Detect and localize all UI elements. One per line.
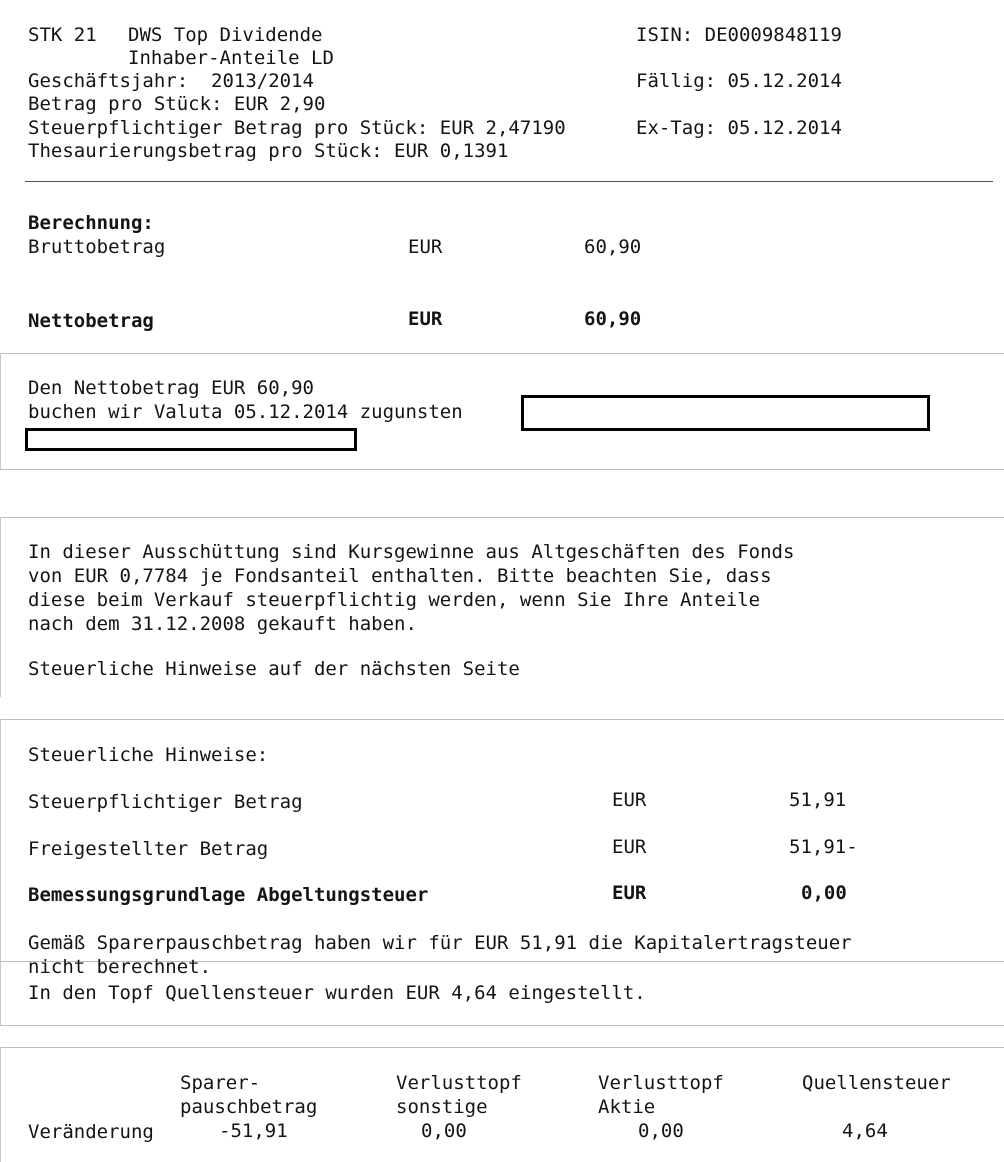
row-label: Veränderung <box>28 1121 154 1143</box>
divider <box>0 719 1004 720</box>
notice-line3: diese beim Verkauf steuerpflichtig werden, wenn Sie Ihre Anteile <box>28 589 761 611</box>
tax-row-value: 51,91 <box>789 789 847 811</box>
tax-row-currency: EUR <box>612 836 647 858</box>
net-currency: EUR <box>408 308 443 330</box>
tax-row-label: Freigestellter Betrag <box>28 838 269 860</box>
table-cell: 0,00 <box>421 1120 467 1142</box>
table-cell: 0,00 <box>638 1120 684 1142</box>
tax-row-currency: EUR <box>612 789 647 811</box>
tax-heading: Steuerliche Hinweise: <box>28 744 269 766</box>
booking-line2: buchen wir Valuta 05.12.2014 zugunsten <box>28 401 463 423</box>
tax-row-value: 0,00 <box>801 882 847 904</box>
divider <box>0 1025 1004 1026</box>
divider <box>0 353 1004 354</box>
notice-line5: Steuerliche Hinweise auf der nächsten Seite <box>28 658 520 680</box>
gross-label: Bruttobetrag <box>28 236 166 258</box>
column-header: sonstige <box>396 1096 488 1118</box>
net-value: 60,90 <box>584 308 642 330</box>
tax-note-line1: Gemäß Sparerpauschbetrag haben wir für EUR 51,91 die Kapitalertragsteuer <box>28 932 852 954</box>
divider <box>0 517 1 697</box>
booking-line1: Den Nettobetrag EUR 60,90 <box>28 377 314 399</box>
accumulation-per-share: Thesaurierungsbetrag pro Stück: EUR 0,1391 <box>28 140 509 162</box>
column-header: pauschbetrag <box>180 1096 318 1118</box>
divider <box>0 469 1004 470</box>
divider <box>0 1047 1 1162</box>
divider <box>25 181 993 182</box>
fund-name-line2: Inhaber-Anteile LD <box>128 47 334 69</box>
tax-note-line3: In den Topf Quellensteuer wurden EUR 4,64 eingestellt. <box>28 982 646 1004</box>
divider <box>0 1047 1004 1048</box>
calculation-heading: Berechnung: <box>28 212 154 234</box>
tax-note-line2: nicht berechnet. <box>28 956 212 978</box>
isin: ISIN: DE0009848119 <box>636 24 842 46</box>
gross-value: 60,90 <box>584 236 642 258</box>
taxable-per-share: Steuerpflichtiger Betrag pro Stück: EUR 2,47190 <box>28 117 566 139</box>
divider <box>0 517 1004 518</box>
divider <box>0 353 1 469</box>
redaction-box <box>25 428 357 451</box>
column-header: Sparer- <box>180 1072 261 1094</box>
stock-count: STK 21 <box>28 24 97 46</box>
column-header: Aktie <box>598 1096 656 1118</box>
table-cell: 4,64 <box>842 1120 888 1142</box>
table-cell: -51,91 <box>219 1120 288 1142</box>
tax-row-value: 51,91- <box>789 836 858 858</box>
notice-line1: In dieser Ausschüttung sind Kursgewinne aus Altgeschäften des Fonds <box>28 541 795 563</box>
notice-line4: nach dem 31.12.2008 gekauft haben. <box>28 613 417 635</box>
tax-row-label: Bemessungsgrundlage Abgeltungsteuer <box>28 884 429 906</box>
redaction-box <box>521 395 930 431</box>
ex-day: Ex-Tag: 05.12.2014 <box>636 117 842 139</box>
fiscal-year: Geschäftsjahr: 2013/2014 <box>28 70 314 92</box>
column-header: Quellensteuer <box>802 1072 951 1094</box>
tax-row-label: Steuerpflichtiger Betrag <box>28 791 303 813</box>
gross-currency: EUR <box>408 236 443 258</box>
amount-per-share: Betrag pro Stück: EUR 2,90 <box>28 93 326 115</box>
tax-row-currency: EUR <box>612 882 647 904</box>
notice-line2: von EUR 0,7784 je Fondsanteil enthalten. Bitte beachten Sie, dass <box>28 565 772 587</box>
fund-name-line1: DWS Top Dividende <box>128 24 323 46</box>
due-date: Fällig: 05.12.2014 <box>636 70 842 92</box>
net-label: Nettobetrag <box>28 310 154 332</box>
column-header: Verlusttopf <box>396 1072 522 1094</box>
divider <box>0 719 1 1025</box>
column-header: Verlusttopf <box>598 1072 724 1094</box>
